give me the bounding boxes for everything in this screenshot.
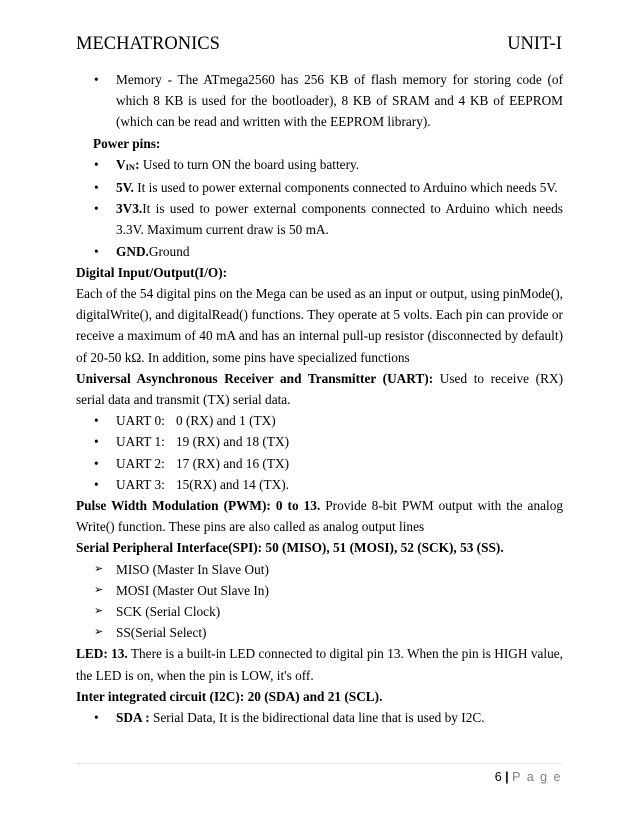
3v3-item: 3V3.It is used to power external components connected to Arduino which needs 3.3V. Maximum current draw is 50 mA. [116, 201, 563, 238]
spi-heading: Serial Peripheral Interface(SPI): 50 (MISO), 51 (MOSI), 52 (SCK), 53 (SS). [76, 540, 504, 556]
footer-divider [76, 763, 562, 764]
arrow-bullet-icon: ➢ [94, 605, 104, 618]
bullet-icon: • [94, 201, 99, 217]
list-item: ➢ SCK (Serial Clock) [76, 601, 563, 622]
arrow-bullet-icon: ➢ [94, 562, 104, 575]
memory-list [76, 69, 563, 133]
list-item [94, 69, 563, 133]
list-item [94, 198, 563, 240]
spi-list [76, 559, 563, 644]
list-item [94, 177, 563, 198]
list-item: • UART 0: 0 (RX) and 1 (TX) [94, 410, 563, 431]
uart-paragraph: Universal Asynchronous Receiver and Transmitter (UART): Used to receive (RX) serial data and transmit (TX) serial data. [76, 370, 563, 408]
bullet-icon: • [94, 180, 99, 196]
uart-heading: Universal Asynchronous Receiver and Transmitter (UART): [76, 370, 434, 386]
power-pins-heading: Power pins: [93, 135, 161, 151]
list-item: • UART 1: 19 (RX) and 18 (TX) [94, 431, 563, 452]
led-heading: LED: 13. [76, 646, 128, 662]
bullet-icon: • [94, 156, 99, 172]
memory-text: Memory - The ATmega2560 has 256 KB of flash memory for storing code (of which 8 KB is used for the bootloader), 8 KB of SRAM and 4 KB of EEPROM (which can be read and written with the EEPROM library). [116, 72, 563, 130]
list-item: • UART 3: 15(RX) and 14 (TX). [94, 474, 563, 495]
list-item: ➢ MISO (Master In Slave Out) [76, 559, 563, 580]
list-item [94, 154, 563, 177]
i2c-heading: Inter integrated circuit (I2C): 20 (SDA) and 21 (SCL). [76, 688, 383, 704]
led-paragraph: LED: 13. There is a built-in LED connected to digital pin 13. When the pin is HIGH value, the LED is on, when the pin is LOW, it's off. [76, 646, 563, 683]
digital-io-text: Each of the 54 digital pins on the Mega can be used as an input or output, using pinMode(), digitalWrite(), and digitalRead() functions. They operate at 5 volts. Each pin can provide or receive a maximum of 40 mA and has an internal pull-up resistor (disconnected by default) of 20-50 kΩ. In addition, some pins have specialized functions [76, 286, 563, 365]
bullet-icon: • [94, 455, 99, 471]
header-subject: MECHATRONICS [76, 34, 220, 54]
page-footer [495, 770, 562, 784]
bullet-icon: • [94, 476, 99, 492]
page-number: 6 [494, 770, 502, 784]
pwm-paragraph: Pulse Width Modulation (PWM): 0 to 13. Provide 8-bit PWM output with the analog Write() function. These pins are also called as analog output lines [76, 498, 563, 535]
page-content [76, 69, 563, 728]
page-word: P a g e [512, 770, 562, 784]
list-item: ➢ MOSI (Master Out Slave In) [76, 580, 563, 601]
digital-io-heading: Digital Input/Output(I/O): [76, 264, 228, 280]
5v-item: 5V. It is used to power external components connected to Arduino which needs 5V. [116, 180, 558, 196]
pwm-heading: Pulse Width Modulation (PWM): 0 to 13. [76, 498, 321, 514]
list-item [94, 241, 563, 262]
arrow-bullet-icon: ➢ [94, 626, 104, 639]
bullet-icon: • [94, 434, 99, 450]
arrow-bullet-icon: ➢ [94, 583, 104, 596]
list-item: ➢ SS(Serial Select) [76, 622, 563, 643]
header-unit: UNIT-I [507, 34, 562, 54]
bullet-icon: • [94, 243, 99, 259]
list-item: • SDA : Serial Data, It is the bidirectional data line that is used by I2C. [94, 707, 563, 728]
vin-item: $V_{IN}$: Used to turn ON the board using battery. [116, 156, 360, 172]
gnd-item: GND.Ground [116, 243, 190, 259]
power-pins-list [76, 154, 563, 262]
bullet-icon: • [94, 72, 99, 87]
uart-list [76, 410, 563, 495]
footer-separator: | [505, 770, 509, 784]
page-header [76, 34, 562, 62]
bullet-icon: • [94, 413, 99, 429]
i2c-list [76, 707, 563, 728]
list-item: • UART 2: 17 (RX) and 16 (TX) [94, 453, 563, 474]
bullet-icon: • [94, 710, 99, 726]
